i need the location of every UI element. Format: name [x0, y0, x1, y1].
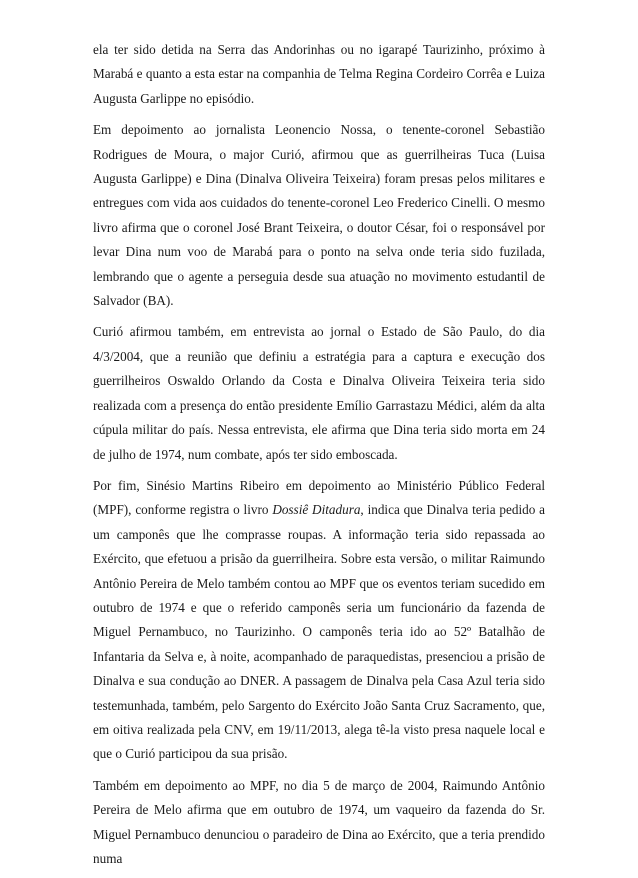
paragraph-5: Também em depoimento ao MPF, no dia 5 de março de 2004, Raimundo Antônio Pereira de Melo afirma que em outubro de 1974, um vaqueiro da fazenda do Sr. Miguel Pernambuco denunciou o paradeiro de Dina ao Exército, que a teria prendido numa — [93, 777, 545, 866]
book-title-italic: Dossiê Ditadura — [272, 502, 361, 518]
paragraph-4-text-before: Por fim, Sinésio Martins Ribeiro em depoimento ao Ministério Público Federal (MPF), conforme registra o livro — [93, 477, 545, 518]
paragraph-4-text-after: , indica que Dinalva teria pedido a um camponês que lhe comprasse roupas. A informação teria sido repassada ao Exército, que efetuou a prisão da guerrilheira. Sobre esta versão, o militar Raimundo Antônio Pereira de Melo também contou ao MPF que os eventos teriam sucedido em outubro de 1974 e que o referido camponês seria um funcionário da fazenda de Miguel Pernambuco, no Taurizinho. O camponês teria ido ao 52º Batalhão de Infantaria da Selva e, à noite, acompanhado de paraquedistas, presenciou a prisão de Dinalva e sua condução ao DNER. A passagem de Dinalva pela Casa Azul teria sido testemunhada, também, pelo Sargento do Exército João Santa Cruz Sacramento, que, em oitiva realizada pela CNV, em 19/11/2013, alega tê-la visto presa naquele local e que o Curió participou da sua prisão. — [93, 502, 545, 762]
paragraph-1: ela ter sido detida na Serra das Andorinhas ou no igarapé Taurizinho, próximo à Marabá e quanto a esta estar na companhia de Telma Regina Cordeiro Corrêa e Luiza Augusta Garlippe no episódio. — [93, 42, 545, 106]
document-page — [93, 38, 545, 878]
paragraph-3: Curió afirmou também, em entrevista ao jornal o Estado de São Paulo, do dia 4/3/2004, que a reunião que definiu a estratégia para a captura e execução dos guerrilheiros Oswaldo Orlando da Costa e Dinalva Oliveira Teixeira teria sido realizada com a presença do então presidente Emílio Garrastazu Médici, além da alta cúpula militar do país. Nessa entrevista, ele afirma que Dina teria sido morta em 24 de julho de 1974, num combate, após ter sido emboscada. — [93, 324, 545, 462]
paragraph-4 — [93, 474, 545, 767]
paragraph-2: Em depoimento ao jornalista Leonencio Nossa, o tenente-coronel Sebastião Rodrigues de Moura, o major Curió, afirmou que as guerrilheiras Tuca (Luisa Augusta Garlippe) e Dina (Dinalva Oliveira Teixeira) foram presas pelos militares e entregues com vida aos cuidados do tenente-coronel Leo Frederico Cinelli. O mesmo livro afirma que o coronel José Brant Teixeira, o doutor César, foi o responsável por levar Dina num voo de Marabá para o ponto na selva onde teria sido fuzilada, lembrando que o agente a perseguia desde sua atuação no movimento estudantil de Salvador (BA). — [93, 122, 545, 309]
